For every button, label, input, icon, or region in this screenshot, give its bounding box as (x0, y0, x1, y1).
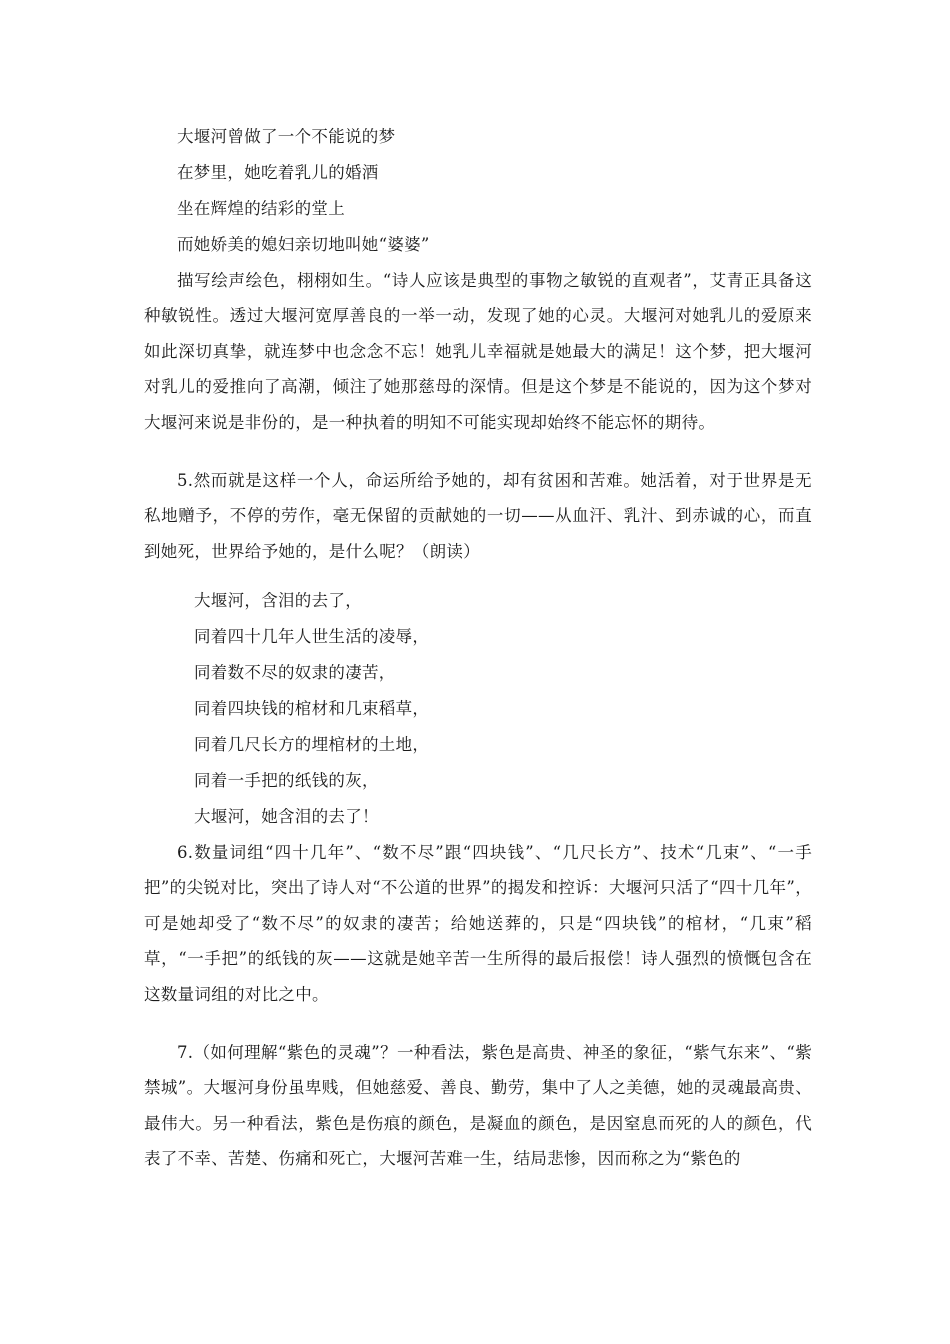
poem-2-line-6: 同着一手把的纸钱的灰， (194, 771, 379, 790)
poem-1-line-2: 在梦里，她吃着乳儿的婚酒 (177, 163, 379, 182)
poem-2-line-1: 大堰河，含泪的去了， (194, 591, 362, 610)
poem-2-line-7: 大堰河，她含泪的去了！ (194, 807, 379, 826)
paragraph-5 (144, 463, 812, 569)
paragraph-6 (144, 835, 812, 1012)
poem-2-line-4: 同着四块钱的棺材和几束稻草， (194, 699, 430, 718)
paragraph-5-text: 5.然而就是这样一个人，命运所给予她的，却有贫困和苦难。她活着，对于世界是无私地赠予，不停的劳作，毫无保留的贡献她的一切——从血汗、乳汁、到赤诚的心，而直到她死，世界给予她的，是什么呢？（朗读） (144, 471, 812, 561)
poem-1-line-4: 而她娇美的媳妇亲切地叫她“婆婆” (177, 235, 430, 254)
paragraph-7-text: 7.（如何理解“紫色的灵魂”？一种看法，紫色是高贵、神圣的象征，“紫气东来”、“紫禁城”。大堰河身份虽卑贱，但她慈爱、善良、勤劳，集中了人之美德，她的灵魂最高贵、最伟大。另一种看法，紫色是伤痕的颜色，是凝血的颜色，是因窒息而死的人的颜色，代表了不幸、苦楚、伤痛和死亡，大堰河苦难一生，结局悲惨，因而称之为“紫色的 (144, 1043, 812, 1169)
paragraph-description-text: 描写绘声绘色，栩栩如生。“诗人应该是典型的事物之敏锐的直观者”，艾青正具备这种敏锐性。透过大堰河宽厚善良的一举一动，发现了她的心灵。大堰河对她乳儿的爱原来如此深切真挚，就连梦中也念念不忘！她乳儿幸福就是她最大的满足！这个梦，把大堰河对乳儿的爱推向了高潮，倾注了她那慈母的深情。但是这个梦是不能说的，因为这个梦对大堰河来说是非份的，是一种执着的明知不可能实现却始终不能忘怀的期待。 (144, 271, 812, 432)
poem-2-line-3: 同着数不尽的奴隶的凄苦， (194, 663, 396, 682)
paragraph-6-text: 6.数量词组“四十几年”、“数不尽”跟“四块钱”、“几尺长方”、技术“几束”、“一手把”的尖锐对比，突出了诗人对“不公道的世界”的揭发和控诉：大堰河只活了“四十几年”，可是她却受了“数不尽”的奴隶的凄苦；给她送葬的，只是“四块钱”的棺材，“几束”稻草，“一手把”的纸钱的灰——这就是她辛苦一生所得的最后报偿！诗人强烈的愤慨包含在这数量词组的对比之中。 (144, 843, 812, 1004)
poem-1-line-3: 坐在辉煌的结彩的堂上 (177, 199, 345, 218)
paragraph-description (144, 263, 812, 440)
poem-2-line-2: 同着四十几年人世生活的凌辱， (194, 627, 430, 646)
poem-1-line-1: 大堰河曾做了一个不能说的梦 (177, 127, 396, 146)
poem-2-line-5: 同着几尺长方的埋棺材的土地， (194, 735, 430, 754)
paragraph-7 (144, 1035, 812, 1177)
